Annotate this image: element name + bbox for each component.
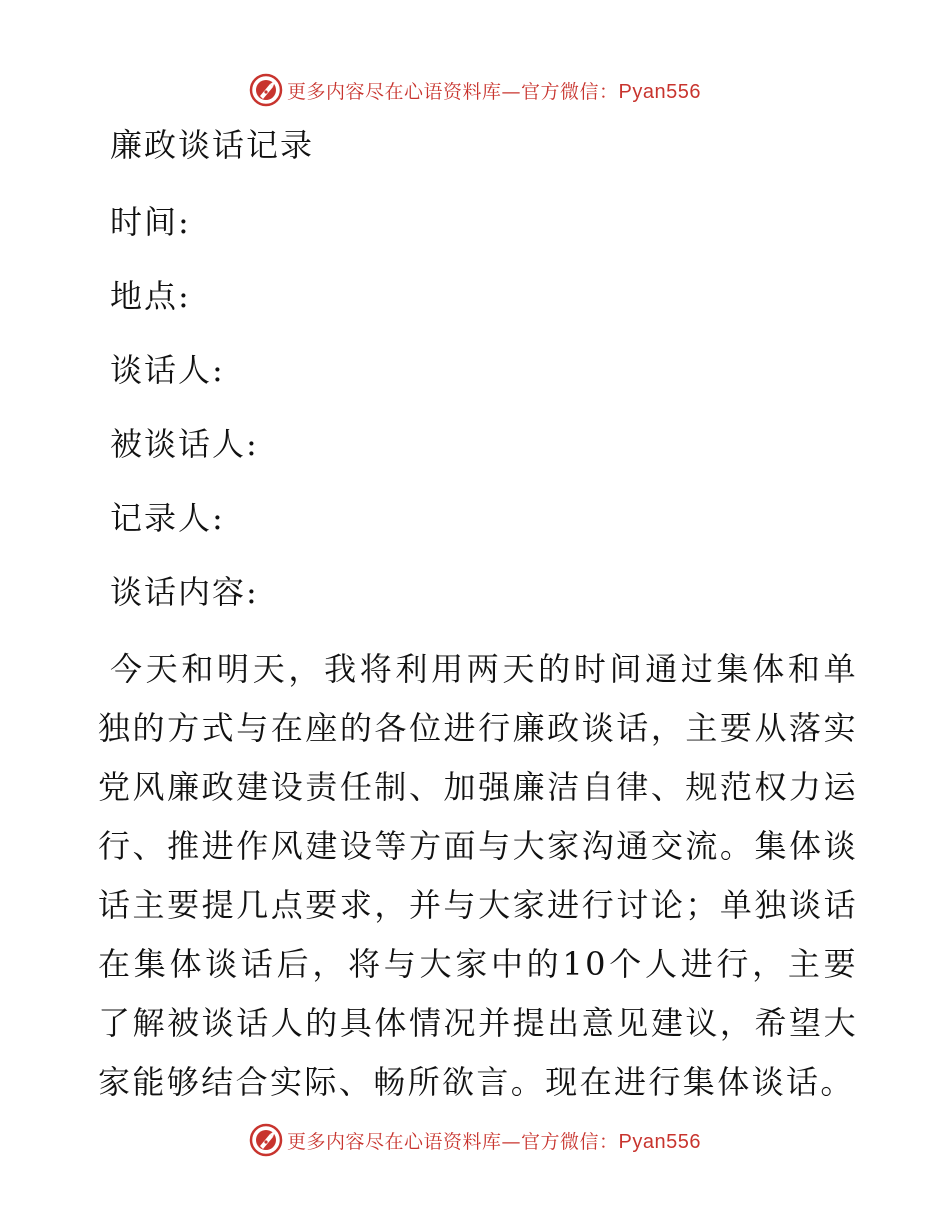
field-recorder: 记录人: [110, 499, 225, 537]
watermark-official-label: 官方微信： [521, 1130, 619, 1153]
field-time: 时间: [110, 203, 191, 241]
document-title: 廉政谈话记录 [110, 126, 315, 164]
watermark-wechat-id: Pyan556 [618, 1130, 701, 1153]
field-place: 地点: [110, 277, 191, 315]
watermark-text [287, 1127, 701, 1154]
footer-watermark-banner [0, 1120, 950, 1160]
watermark-dash: — [501, 1130, 522, 1153]
watermark-dash: — [501, 80, 522, 103]
field-speaker: 谈话人: [110, 351, 225, 389]
body-paragraph: 今天和明天，我将利用两天的时间通过集体和单独的方式与在座的各位进行廉政谈话，主要从落实党风廉政建设责任制、加强廉洁自律、规范权力运行、推进作风建设等方面与大家沟通交流。集体谈话主要提几点要求，并与大家进行讨论；单独谈话在集体谈话后，将与大家中的10个人进行，主要了解被谈话人的具体情况并提出意见建议，希望大家能够结合实际、畅所欲言。现在进行集体谈话。 [98, 650, 858, 1101]
field-content-label: 谈话内容: [110, 573, 259, 611]
watermark-official-label: 官方微信： [521, 80, 619, 103]
watermark-site-name: 更多内容尽在心语资料库 [287, 1130, 502, 1153]
watermark-site-name: 更多内容尽在心语资料库 [287, 80, 502, 103]
watermark-wechat-id: Pyan556 [618, 80, 701, 103]
field-interviewee: 被谈话人: [110, 425, 259, 463]
pen-nib-logo-icon [249, 1123, 283, 1157]
